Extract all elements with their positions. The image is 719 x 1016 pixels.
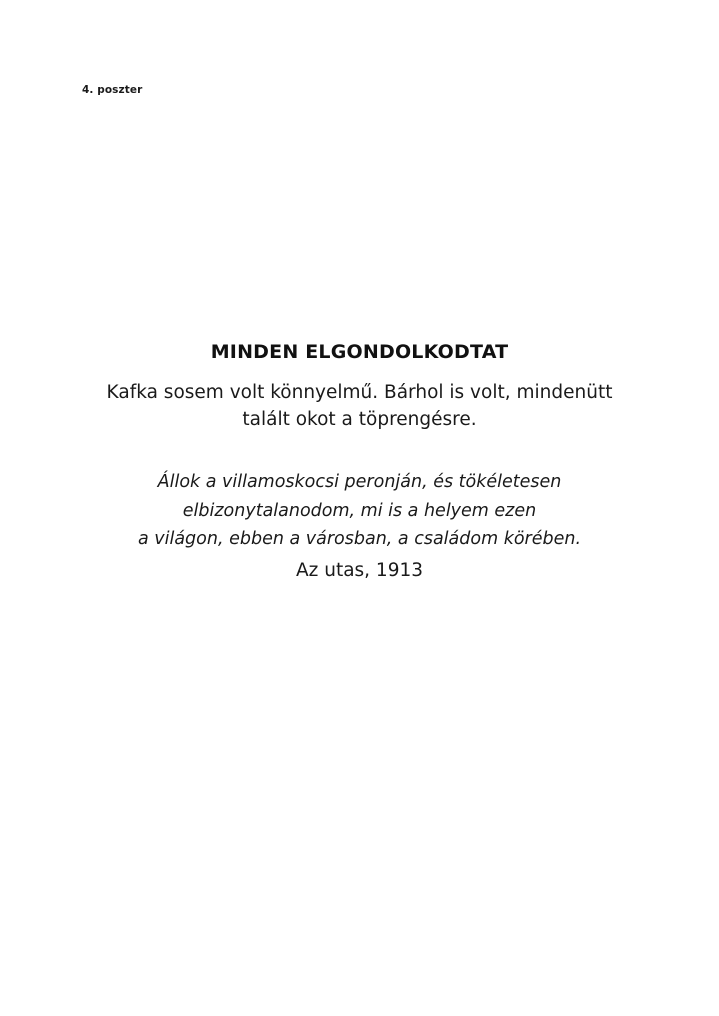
quote-line: elbizonytalanodom, mi is a helyem ezen	[182, 500, 537, 521]
quote-line: a világon, ebben a városban, a családom körében.	[137, 528, 582, 549]
intro-line: talált okot a töprengésre.	[242, 409, 477, 431]
poster-content	[0, 340, 719, 584]
quote-line: Állok a villamoskocsi peronján, és tökéletesen	[157, 472, 562, 493]
poster-quote	[60, 468, 660, 584]
quote-attribution: Az utas, 1913	[295, 560, 424, 582]
intro-line: Kafka sosem volt könnyelmű. Bárhol is volt, mindenütt	[106, 381, 613, 403]
page-header-label: 4. poszter	[82, 84, 143, 96]
poster-intro	[80, 379, 640, 435]
poster-title: MINDEN ELGONDOLKODTAT	[210, 341, 509, 363]
